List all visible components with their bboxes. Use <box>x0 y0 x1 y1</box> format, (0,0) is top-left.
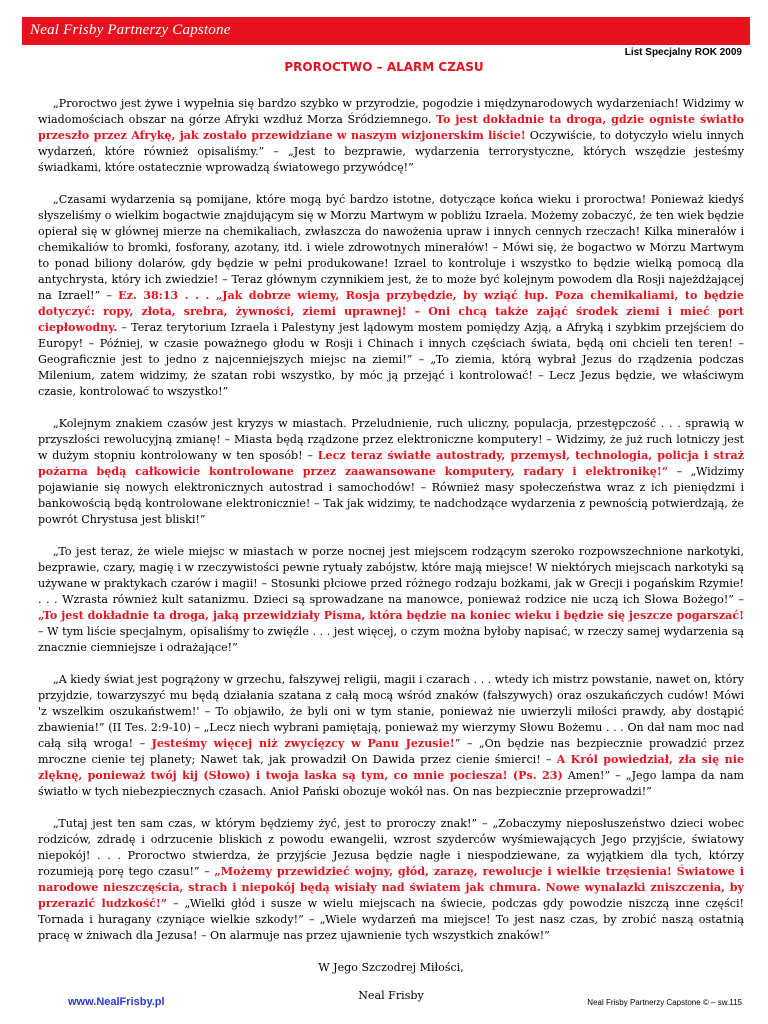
text-segment: „Proroctwo jest żywe i wypełnia się bardzo szybko w przyrodzie, pogodzie i międzynarodowych wydarzeniach! Widzimy w wiadomościach obszar na górze Afryki wzdłuż Morza Śródziemnego. <box>38 97 744 126</box>
closing-line: W Jego Szczodrej Miłości, <box>318 961 464 974</box>
text-segment: „To jest teraz, że wiele miejsc w miastach w porze nocnej jest miejscem rodzącym szeroko rozpowszechnione narkotyki, bezprawie, czary, magię i w rzeczywistości pewne rytuały zabójstw, które mają miejsce! W niektórych miejscach narkotyki są używane w praktykach czarów i magii! – Stosunki płciowe przed różnego rodzaju bożkami, jak w Grecji i pogańskim Rzymie! . . . Wzrasta również kult satanizmu. Dzieci są sprowadzane na manowce, ponieważ rodzice nie uczą ich Słowa Bożego!” – <box>38 545 744 606</box>
text-segment: „Czasami wydarzenia są pomijane, które mogą być bardzo istotne, dotyczące końca wieku i proroctwa! Ponieważ kiedyś słyszeliśmy o wielkim bogactwie znajdującym się w Morzu Martwym w pobliżu Izraela. Możemy zobaczyć, że ten wiek będzie opierał się w głównej mierze na chemikaliach, zwłaszcza do nawożenia upraw i innych cennych rzeczach! Kilka minerałów i chemikaliów to bromki, fosforany, azotany, itd. i wiele zdrowotnych minerałów! – Mówi się, że bogactwo w Morzu Martwym to ponad biliony dolarów, gdy będzie w pełni produkowane! Izrael to kontroluje i wszystko to będzie wielką pomocą dla antychrysta, który ich zwiedzie! – Teraz głównym czynnikiem jest, że to może być kolejnym powodem dla Rosji najeżdżającej na Izrael!” – <box>38 193 744 302</box>
highlight-segment: Jesteśmy więcej niż zwycięzcy w Panu Jezusie! <box>151 737 455 750</box>
website-link[interactable]: www.NealFrisby.pl <box>68 996 165 1008</box>
text-segment: – W tym liście specjalnym, opisaliśmy to zwięźle . . . jest więcej, o czym można byłoby napisać, w rzeczy samej wydarzenia są znacznie ciemniejsze i odrażające!” <box>38 625 744 654</box>
paragraph <box>38 816 744 944</box>
paragraph <box>38 416 744 528</box>
text-segment: – „Widzimy pojawianie się nowych elektronicznych autostrad i samochodów! – Również masy społeczeństwa wraz z ich pieniędzmi i bankowością będą kontrolowane elektronicznie! – Tak jak widzimy, te nadchodzące wydarzenia z pewnością potwierdzają, że powrót Chrystusa jest bliski!” <box>38 465 744 526</box>
letter-body <box>38 96 744 1004</box>
signature: Neal Frisby <box>358 989 424 1002</box>
banner-title: Neal Frisby Partnerzy Capstone <box>30 22 231 38</box>
text-segment: Oczywiście, to dotyczyło wielu innych wydarzeń, które również opisaliśmy.” – „Jest to bezprawie, wydarzenia terrorystyczne, których wszędzie jesteśmy świadkami, które ostatecznie wprowadzą światowego przywódcę!” <box>38 129 744 174</box>
text-segment: ” – „On będzie nas bezpiecznie prowadzić przez mroczne cienie tej planety; Nawet tak, jak prowadził On Dawida przez cienie śmierci! – <box>38 737 745 766</box>
text-segment: „Kolejnym znakiem czasów jest kryzys w miastach. Przeludnienie, ruch uliczny, populacja, przestępczość . . . sprawią w przyszłości rewolucyjną zmianę! – Miasta będą rządzone przez elektroniczne komputery! – Widzimy, że już ruch lotniczy jest w dużym stopniu kontrolowany w ten sposób! – <box>38 417 744 462</box>
text-segment: „Tutaj jest ten sam czas, w którym będziemy żyć, jest to proroczy znak!” – „Zobaczymy nieposłuszeństwo dzieci wobec rodziców, zdradę i odrzucenie bliskich z powodu ewangelii, wzrost szyderców wyśmiewających Jego przyjście, światowy niepokój! . . . Proroctwo stwierdza, że przyjście Jezusa będzie nagłe i niespodziewane, za wyjątkiem dla tych, którzy rozumieją porę tego czasu!” – <box>38 817 744 878</box>
paragraph <box>38 192 744 400</box>
list-label: List Specjalny ROK 2009 <box>624 47 742 58</box>
text-segment: Amen!” – „Jego lampa da nam światło w tych niebezpiecznych czasach. Anioł Pański obozuje wokół nas. On nas bezpiecznie przeprowadzi!” <box>38 769 745 798</box>
header-banner <box>22 17 750 45</box>
highlight-segment: „To jest dokładnie ta droga, jaką przewidziały Pisma, która będzie na koniec wieku i będzie się jeszcze pogarszać! <box>38 609 744 622</box>
text-segment: „A kiedy świat jest pogrążony w grzechu, fałszywej religii, magii i czarach . . . wtedy ich mistrz powstanie, nawet on, który przyjdzie, towarzyszyć mu będą działania szatana z całą mocą wśród znaków (fałszywych) oraz oszukańczych cudów! Mówi 'z wszelkim oszukaństwem!' – To objawiło, że byli oni w tym stanie, ponieważ nie uwierzyli miłości prawdy, aby dostąpić zbawienia!” (II Tes. 2:9-10) – „Lecz niech wybrani pamiętają, ponieważ my wierzymy Słowu Bożemu . . . On dał nam moc nad całą siłą wroga! – <box>38 673 744 750</box>
document-title: PROROCTWO – ALARM CZASU <box>284 60 484 74</box>
highlight-segment: Ez. 38:13 . . . „Jak dobrze wiemy, Rosja przybędzie, by wziąć łup. Poza chemikaliami, to będzie dotyczyć: ropy, złota, srebra, żywności, ziemi uprawnej! – Oni chcą także zająć środek ziemi i mieć port ciepłowodny. <box>38 289 744 334</box>
paragraph <box>38 672 744 800</box>
text-segment: – Teraz terytorium Izraela i Palestyny jest lądowym mostem pomiędzy Azją, a Afryką i szybkim przejściem do Europy! – Później, w czasie poważnego głodu w Rosji i Chinach i innych częściach świata, będą oni chcieli ten teren! – Geograficznie jest to jedno z najcenniejszych miejsc na ziemi!” – „To ziemia, którą wybrał Jezus do rządzenia podczas Milenium, zatem widzimy, że szatan robi wszystko, by móc ją przejąć i kontrolować! – Lecz Jezus będzie, we właściwym czasie, kontrolować to wszystko!” <box>38 321 744 398</box>
paragraph <box>38 544 744 656</box>
highlight-segment: To jest dokładnie ta droga, gdzie ogniste światło przeszło przez Afrykę, jak zostało przewidziane w naszym wizjonerskim liście! <box>38 113 744 142</box>
text-segment: – „Wielki głód i susze w wielu miejscach na świecie, podczas gdy powodzie niszczą inne części! Tornada i huragany czyniące wielkie szkody!” – „Wiele wydarzeń ma miejsce! To jest nasz czas, by zrobić naszą ostatnią pracę w żniwach dla Jezusa! – On alarmuje nas przez ujawnienie tych wszystkich znaków!” <box>38 897 744 942</box>
footer-copyright: Neal Frisby Partnerzy Capstone © – sw.115 <box>587 998 742 1007</box>
highlight-segment: A Król powiedział, zła się nie zlęknę, ponieważ twój kij (Słowo) i twoja laska są tym, co mnie pociesza! (Ps. 23) <box>38 753 744 782</box>
paragraph <box>38 96 744 176</box>
highlight-segment: „Możemy przewidzieć wojny, głód, zarazę, rewolucje i wielkie trzęsienia! Światowe i narodowe nieszczęścia, strach i niepokój będą wisiały nad światem jak chmura. Nowe wynalazki zniszczenia, by przerazić ludzkość!” <box>38 865 744 910</box>
highlight-segment: Lecz teraz światłe autostrady, przemysł, technologia, policja i straż pożarna będą całkowicie kontrolowane przez zaawansowane komputery, radary i elektronikę!” <box>38 449 744 478</box>
